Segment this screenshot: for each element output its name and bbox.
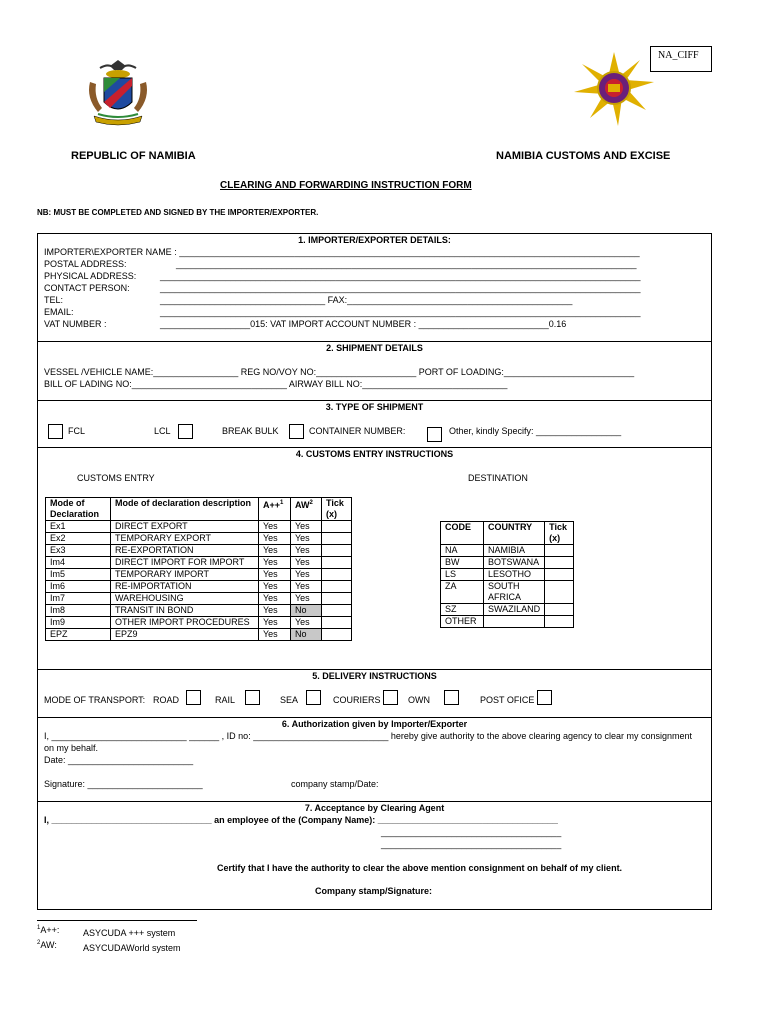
section-customs-entry-instructions xyxy=(37,447,712,670)
section-acceptance-by-clearing-agent xyxy=(37,801,712,910)
section-4-title: 4. CUSTOMS ENTRY INSTRUCTIONS xyxy=(295,449,454,459)
dest-header-country: COUNTRY xyxy=(484,522,545,545)
dest-header-tick: Tick (x) xyxy=(545,522,574,545)
section-delivery-instructions xyxy=(37,669,712,718)
section-3-title: 3. TYPE OF SHIPMENT xyxy=(325,402,424,412)
importer-name-line[interactable]: IMPORTER\EXPORTER NAME : ____________________________________________________________________________________________ xyxy=(44,247,640,257)
section-importer-exporter-details xyxy=(37,233,712,342)
bill-of-lading-line[interactable]: BILL OF LADING NO:_______________________________ AIRWAY BILL NO:_____________________________ xyxy=(44,379,508,389)
tick-cell[interactable] xyxy=(322,545,352,557)
footnote-2-text: ASYCUDAWorld system xyxy=(83,943,181,953)
postal-address-field[interactable]: ____________________________________________________________________________________________ xyxy=(176,259,637,269)
section-1-title: 1. IMPORTER/EXPORTER DETAILS: xyxy=(298,235,451,245)
tick-cell[interactable] xyxy=(545,604,574,616)
sea-checkbox[interactable] xyxy=(306,690,321,705)
tel-label: TEL: xyxy=(44,295,64,305)
authorization-line[interactable]: I, ___________________________ ______ , ID no: ___________________________ hereby give authority to the above clearing agency to clear my consignment xyxy=(44,731,693,741)
vessel-line[interactable]: VESSEL /VEHICLE NAME:_________________ REG NO/VOY NO:____________________ PORT OF LOADING:__________________________ xyxy=(44,367,635,377)
section-type-of-shipment xyxy=(37,400,712,448)
date-field[interactable]: Date: _________________________ xyxy=(44,755,194,765)
contact-person-field[interactable]: ________________________________________________________________________________________________ xyxy=(160,283,641,293)
tick-cell[interactable] xyxy=(545,581,574,604)
customs-title: NAMIBIA CUSTOMS AND EXCISE xyxy=(496,150,671,162)
break-bulk-checkbox[interactable] xyxy=(289,424,304,439)
customs-entry-label: CUSTOMS ENTRY xyxy=(77,473,155,483)
certify-statement: Certify that I have the authority to clear the above mention consignment on behalf of my client. xyxy=(217,863,623,873)
tick-cell[interactable] xyxy=(322,605,352,617)
table-row: Im5 TEMPORARY IMPORT Yes Yes xyxy=(46,569,352,581)
agent-employee-line[interactable]: I, ________________________________ an employee of the (Company Name): ____________________________________ xyxy=(44,815,558,825)
postal-address-label: POSTAL ADDRESS: xyxy=(44,259,127,269)
entry-header-a: A++$^1$ xyxy=(259,498,291,521)
section-2-title: 2. SHIPMENT DETAILS xyxy=(326,343,423,353)
container-number-label: CONTAINER NUMBER: xyxy=(309,426,406,436)
tick-cell[interactable] xyxy=(545,569,574,581)
fcl-label: FCL xyxy=(68,426,86,436)
signature-field[interactable]: Signature: _______________________ xyxy=(44,779,203,789)
authorization-line-2: on my behalf. xyxy=(44,743,99,753)
mode-of-transport-label: MODE OF TRANSPORT: xyxy=(44,695,146,705)
entry-header-mode: Mode of Declaration xyxy=(46,498,111,521)
table-row: EPZ EPZ9 Yes No xyxy=(46,629,352,641)
destination-label: DESTINATION xyxy=(468,473,528,483)
table-row: Im6 RE-IMPORTATION Yes Yes xyxy=(46,581,352,593)
road-label: ROAD xyxy=(153,695,180,705)
post-office-label: POST OFICE xyxy=(480,695,535,705)
company-name-blank-3[interactable]: ____________________________________ xyxy=(381,839,562,849)
section-6-title: 6. Authorization given by Importer/Exporter xyxy=(281,719,468,729)
vat-number-field[interactable]: __________________015: VAT IMPORT ACCOUNT NUMBER : __________________________0.16 xyxy=(160,319,567,329)
section-authorization xyxy=(37,717,712,802)
couriers-checkbox[interactable] xyxy=(383,690,398,705)
table-row: Im8 TRANSIT IN BOND Yes No xyxy=(46,605,352,617)
tick-cell[interactable] xyxy=(322,629,352,641)
republic-title: REPUBLIC OF NAMIBIA xyxy=(71,150,196,162)
table-row: OTHER xyxy=(441,616,574,628)
physical-address-field[interactable]: ________________________________________________________________________________________________ xyxy=(160,271,641,281)
table-row: Ex1 DIRECT EXPORT Yes Yes xyxy=(46,521,352,533)
break-bulk-label: BREAK BULK xyxy=(222,426,279,436)
contact-person-label: CONTACT PERSON: xyxy=(44,283,130,293)
footnote-1: $^1$A++: xyxy=(37,925,60,935)
footnote-1-text: ASYCUDA +++ system xyxy=(83,928,176,938)
tick-cell[interactable] xyxy=(322,617,352,629)
post-office-checkbox[interactable] xyxy=(537,690,552,705)
destination-table xyxy=(440,521,574,628)
customs-entry-table xyxy=(45,497,352,641)
tel-fax-field[interactable]: _________________________________ FAX:_____________________________________________ xyxy=(160,295,573,305)
tick-cell[interactable] xyxy=(322,557,352,569)
table-row: SZ SWAZILAND xyxy=(441,604,574,616)
tick-cell[interactable] xyxy=(545,545,574,557)
container-checkbox[interactable] xyxy=(427,427,442,442)
tick-cell[interactable] xyxy=(322,569,352,581)
lcl-label: LCL xyxy=(154,426,171,436)
sea-label: SEA xyxy=(280,695,299,705)
section-shipment-details xyxy=(37,341,712,401)
footnote-divider xyxy=(37,920,197,921)
table-row: BW BOTSWANA xyxy=(441,557,574,569)
own-label: OWN xyxy=(408,695,430,705)
table-row: Ex2 TEMPORARY EXPORT Yes Yes xyxy=(46,533,352,545)
rail-checkbox[interactable] xyxy=(245,690,260,705)
email-label: EMAIL: xyxy=(44,307,74,317)
entry-header-tick: Tick (x) xyxy=(322,498,352,521)
tick-cell[interactable] xyxy=(322,521,352,533)
table-row: Im9 OTHER IMPORT PROCEDURES Yes Yes xyxy=(46,617,352,629)
tick-cell[interactable] xyxy=(322,581,352,593)
company-name-blank-2[interactable]: ____________________________________ xyxy=(381,827,562,837)
couriers-label: COURIERS xyxy=(333,695,381,705)
own-checkbox[interactable] xyxy=(444,690,459,705)
table-row: LS LESOTHO xyxy=(441,569,574,581)
vat-number-label: VAT NUMBER : xyxy=(44,319,107,329)
tick-cell[interactable] xyxy=(545,557,574,569)
table-row: NA NAMIBIA xyxy=(441,545,574,557)
dest-header-code: CODE xyxy=(441,522,484,545)
form-title: CLEARING AND FORWARDING INSTRUCTION FORM xyxy=(220,180,472,191)
table-row: ZA SOUTH AFRICA xyxy=(441,581,574,604)
physical-address-label: PHYSICAL ADDRESS: xyxy=(44,271,137,281)
tick-cell[interactable] xyxy=(322,593,352,605)
company-stamp-date-label: company stamp/Date: xyxy=(291,779,379,789)
table-row: Im7 WAREHOUSING Yes Yes xyxy=(46,593,352,605)
entry-header-description: Mode of declaration description xyxy=(111,498,259,521)
rail-label: RAIL xyxy=(215,695,236,705)
tick-cell[interactable] xyxy=(545,616,574,628)
table-row: Ex3 RE-EXPORTATION Yes Yes xyxy=(46,545,352,557)
form-code-box: NA_CIFF xyxy=(650,46,712,72)
section-7-title: 7. Acceptance by Clearing Agent xyxy=(304,803,445,813)
footnote-2: $^2$AW: xyxy=(37,940,57,950)
tick-cell[interactable] xyxy=(322,533,352,545)
other-specify-field[interactable]: Other, kindly Specify: _________________ xyxy=(449,426,622,436)
completion-note: NB: MUST BE COMPLETED AND SIGNED BY THE IMPORTER/EXPORTER. xyxy=(37,208,319,217)
entry-header-aw: $AW^2$ xyxy=(291,498,322,521)
section-5-title: 5. DELIVERY INSTRUCTIONS xyxy=(312,671,437,681)
lcl-checkbox[interactable] xyxy=(178,424,193,439)
email-field[interactable]: ________________________________________________________________________________________________ xyxy=(160,307,641,317)
road-checkbox[interactable] xyxy=(186,690,201,705)
table-row: Im4 DIRECT IMPORT FOR IMPORT Yes Yes xyxy=(46,557,352,569)
namibia-coat-of-arms-logo xyxy=(80,58,156,134)
fcl-checkbox[interactable] xyxy=(48,424,63,439)
company-stamp-signature-label: Company stamp/Signature: xyxy=(315,886,433,896)
customs-excise-badge-logo xyxy=(574,52,654,126)
